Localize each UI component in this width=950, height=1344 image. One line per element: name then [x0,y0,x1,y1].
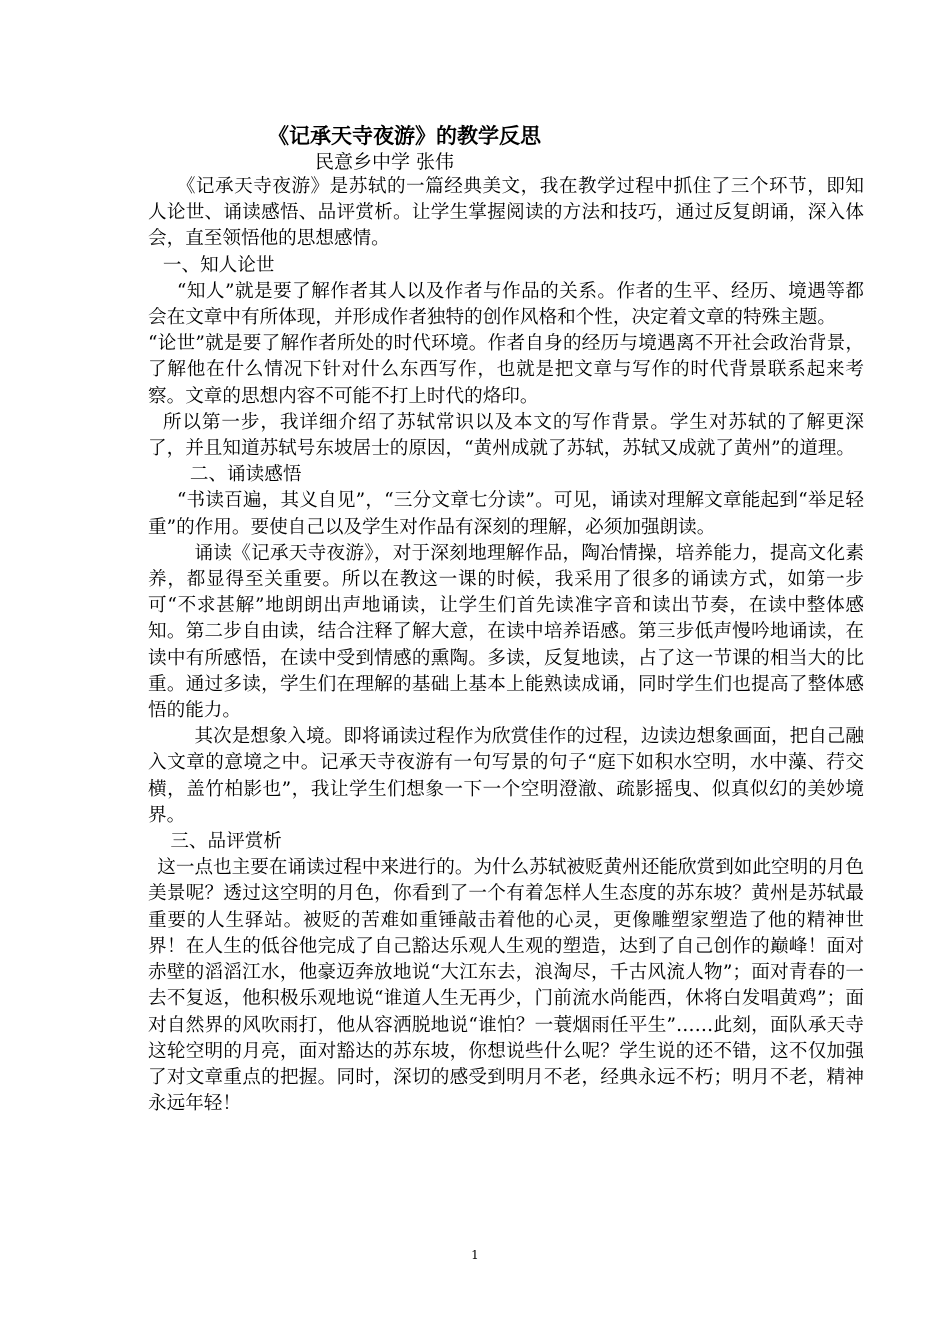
paragraph-appreciation: 这一点也主要在诵读过程中来进行的。为什么苏轼被贬黄州还能欣赏到如此空明的月色美景呢？透过这空明的月色，你看到了一个有着怎样人生态度的苏东坡？黄州是苏轼最重要的人生驿站。被贬的苦难如重锤敲击着他的心灵，更像雕塑家塑造了他的精神世界！在人生的低谷他完成了自己豁达乐观人生观的塑造，达到了自己创作的巅峰！面对赤壁的滔滔江水，他豪迈奔放地说“大江东去，浪淘尽，千古风流人物”；面对青春的一去不复返，他积极乐观地说“谁道人生无再少，门前流水尚能西，休将白发唱黄鸡”；面对自然界的风吹雨打，他从容洒脱地说“谁怕？一蓑烟雨任平生”……此刻，面队承天寺这轮空明的月亮，面对豁达的苏东坡，你想说些什么呢？学生说的还不错，这不仅加强了对文章重点的把握。同时，深切的感受到明月不老，经典永远不朽；明月不老，精神永远年轻！ [148,857,864,1115]
paragraph-imagination: 其次是想象入境。即将诵读过程作为欣赏佳作的过程，边读边想象画面，把自己融入文章的意境之中。记承天寺夜游有一句写景的句子“庭下如积水空明，水中藻、荇交横，盖竹柏影也”，我让学生们想象一下一个空明澄澈、疏影摇曳、似真似幻的美妙境界。 [148,726,864,826]
paragraph-lunshi: “论世”就是要了解作者所处的时代环境。作者自身的经历与境遇离不开社会政治背景，了解他在什么情况下针对什么东西写作，也就是把文章与写作的时代背景联系起来考察。文章的思想内容不可能不打上时代的烙印。 [148,333,864,407]
paragraph-reading-quote: “书读百遍，其义自见”，“三分文章七分读”。可见，诵读对理解文章能起到“举足轻重”的作用。要使自己以及学生对作品有深刻的理解，必须加强朗读。 [148,490,864,538]
section-heading-1: 一、知人论世 [162,254,275,276]
section-heading-3: 三、品评赏析 [170,831,282,853]
author-line: 民意乡中学 张伟 [315,151,455,173]
document-title: 《记承天寺夜游》的教学反思 [268,123,541,148]
paragraph-intro: 《记承天寺夜游》是苏轼的一篇经典美文，我在教学过程中抓住了三个环节，即知人论世、诵读感悟、品评赏析。让学生掌握阅读的方法和技巧，通过反复朗诵，深入体会，直至领悟他的思想感情。 [148,176,864,250]
page-number: 1 [471,1248,479,1262]
paragraph-reading-methods: 诵读《记承天寺夜游》，对于深刻地理解作品，陶冶情操，培养能力，提高文化素养，都显得至关重要。所以在教这一课的时候，我采用了很多的诵读方式，如第一步可“不求甚解”地朗朗出声地诵读，让学生们首先读准字音和读出节奏，在读中整体感知。第二步自由读，结合注释了解大意，在读中培养语感。第三步低声慢吟地诵读，在读中有所感悟，在读中受到情感的熏陶。多读，反复地读，占了这一节课的相当大的比重。通过多读，学生们在理解的基础上基本上能熟读成诵，同时学生们也提高了整体感悟的能力。 [148,542,864,722]
paragraph-step-one: 所以第一步，我详细介绍了苏轼常识以及本文的写作背景。学生对苏轼的了解更深了，并且知道苏轼号东坡居士的原因，“黄州成就了苏轼，苏轼又成就了黄州”的道理。 [148,411,864,460]
paragraph-zhiren: “知人”就是要了解作者其人以及作者与作品的关系。作者的生平、经历、境遇等都会在文章中有所体现，并形成作者独特的创作风格和个性，决定着文章的特殊主题。 [148,280,864,329]
section-heading-2: 二、诵读感悟 [189,464,302,486]
document-body [148,174,864,1117]
